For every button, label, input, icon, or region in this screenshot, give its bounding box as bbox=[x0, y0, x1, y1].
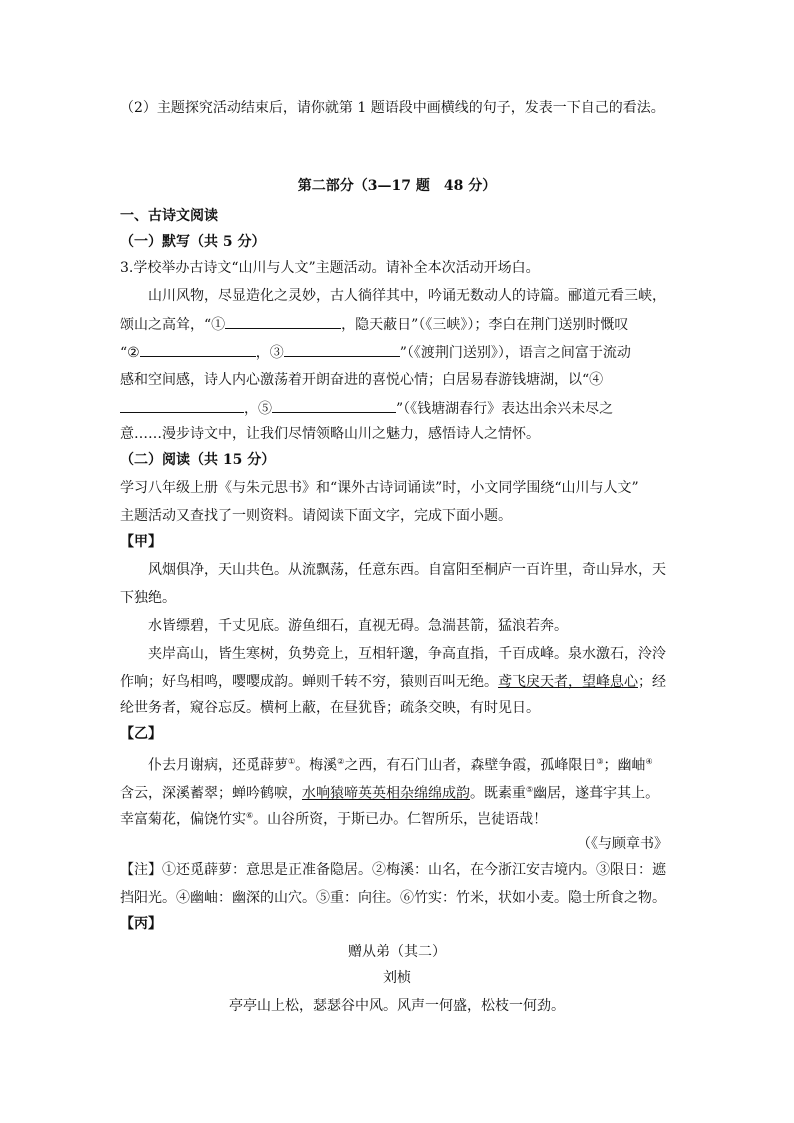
notes-line-1: 【注】①还觅薜萝：意思是正准备隐居。②梅溪：山名，在今浙江安吉境内。③限日：遮 bbox=[120, 862, 666, 878]
jia-line: 风烟俱净，天山共色。从流飘荡，任意东西。自富阳至桐庐一百许里，奇山异水，天 bbox=[148, 562, 666, 578]
jia-line: 纶世务者，窥谷忘反。横柯上蔽，在昼犹昏；疏条交映，有时见日。 bbox=[120, 700, 540, 716]
answer-blank-1[interactable] bbox=[225, 314, 341, 329]
jia-line: 下独绝。 bbox=[120, 590, 176, 606]
answer-blank-3[interactable] bbox=[284, 342, 400, 357]
answer-blank-2[interactable] bbox=[140, 342, 256, 357]
question-2: （2）主题探究活动结束后，请你就第 1 题语段中画横线的句子，发表一下自己的看法。 bbox=[120, 100, 665, 116]
poem-author: 刘桢 bbox=[383, 970, 411, 986]
fill-line-2: 颂山之高耸，“① ，隐天蔽日”（《三峡》）；李白在荆门送别时慨叹 bbox=[120, 314, 628, 335]
answer-blank-5[interactable] bbox=[272, 398, 396, 413]
answer-blank-4[interactable] bbox=[120, 398, 244, 413]
fill-line-5: ，⑤ ”（《钱塘湖春行》表达出余兴未尽之 bbox=[120, 398, 613, 419]
poem-title: 赠从弟（其二） bbox=[348, 944, 446, 960]
intro-line-2: 主题活动又查找了一则资料。请阅读下面文字，完成下面小题。 bbox=[120, 508, 512, 524]
part2-title: 第二部分（3—17 题 48 分） bbox=[297, 178, 497, 194]
fill-line-3: “② ，③ ”（《渡荆门送别》），语言之间富于流动 bbox=[120, 342, 631, 363]
passage-jia-label: 【甲】 bbox=[120, 534, 162, 550]
subsection-2-heading: （二）阅读（共 15 分） bbox=[120, 452, 276, 468]
section-1-heading: 一、古诗文阅读 bbox=[120, 208, 218, 224]
yi-line: 仆去月谢病，还觅薜萝①。梅溪②之西，有石门山者，森壁争霞，孤峰限日③；幽岫④ bbox=[148, 757, 653, 774]
fill-line-1: 山川风物，尽显造化之灵妙，古人徜徉其中，吟诵无数动人的诗篇。郦道元看三峡， bbox=[148, 288, 666, 304]
intro-line-1: 学习八年级上册《与朱元思书》和“课外古诗词诵读”时，小文同学围绕“山川与人文” bbox=[120, 480, 639, 496]
yi-source: （《与顾章书》 bbox=[577, 836, 668, 852]
passage-yi-label: 【乙】 bbox=[120, 726, 162, 742]
passage-bing-label: 【丙】 bbox=[120, 916, 162, 932]
underlined-sentence: 鸢飞戾天者，望峰息心 bbox=[498, 674, 638, 690]
yi-line: 含云，深溪蓄翠；蝉吟鹤唳，水响猿啼英英相杂绵绵成韵。既素重⑤幽居，遂葺宇其上。 bbox=[120, 785, 660, 802]
jia-line: 夹岸高山，皆生寒树，负势竞上，互相轩邈，争高直指，千百成峰。泉水激石，泠泠 bbox=[148, 646, 666, 662]
jia-line: 作响；好鸟相鸣，嘤嘤成韵。蝉则千转不穷，猿则百叫无绝。鸢飞戾天者，望峰息心；经 bbox=[120, 674, 666, 690]
underlined-sentence: 水响猿啼英英相杂绵绵成韵 bbox=[302, 785, 470, 802]
fill-line-6: 意……漫步诗文中，让我们尽情领略山川之魅力，感悟诗人之情怀。 bbox=[120, 426, 540, 442]
question-3: 3.学校举办古诗文“山川与人文”主题活动。请补全本次活动开场白。 bbox=[120, 260, 540, 276]
fill-line-4: 感和空间感，诗人内心激荡着开朗奋进的喜悦心情；白居易春游钱塘湖，以“④ bbox=[120, 372, 604, 388]
yi-line: 幸富菊花，偏饶竹实⑥。山谷所资，于斯已办。仁智所乐，岂徒语哉！ bbox=[120, 811, 548, 828]
poem-line: 亭亭山上松，瑟瑟谷中风。风声一何盛，松枝一何劲。 bbox=[229, 998, 565, 1014]
subsection-1-heading: （一）默写（共 5 分） bbox=[120, 234, 266, 250]
jia-line: 水皆缥碧，千丈见底。游鱼细石，直视无碍。急湍甚箭，猛浪若奔。 bbox=[148, 618, 568, 634]
notes-line-2: 挡阳光。④幽岫：幽深的山穴。⑤重：向往。⑥竹实：竹米，状如小麦。隐士所食之物。 bbox=[120, 890, 666, 906]
